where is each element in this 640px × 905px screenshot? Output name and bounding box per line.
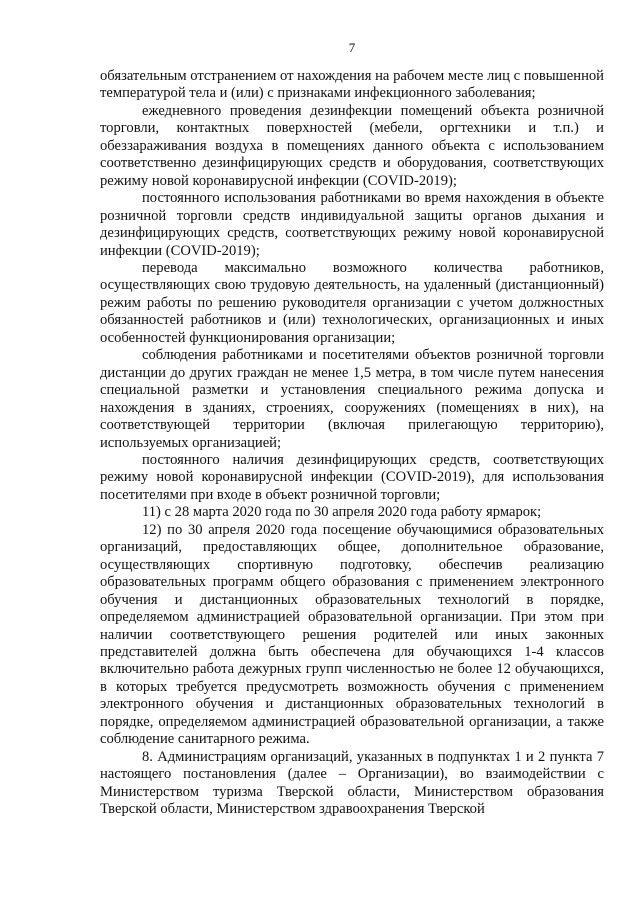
paragraph-sanitizer-availability: постоянного наличия дезинфицирующих средств, соответствующих режиму новой коронавирусной инфекции (COVID-2019), для использования посетителями при входе в объект розничной торговли; (100, 451, 604, 503)
page-number: 7 (348, 40, 356, 55)
paragraph-quarantine-continuation: обязательным отстранением от нахождения на рабочем месте лиц с повышенной температурой тела и (или) с признаками инфекционного заболевания; (100, 68, 604, 102)
paragraph-protective-equipment: постоянного использования работниками во время нахождения в объекте розничной торговли средств индивидуальной защиты органов дыхания и дезинфицирующих средств, соответствующих режиму новой коронавирусной инфекции (COVID-2019); (100, 190, 604, 259)
paragraph-social-distance: соблюдения работниками и посетителями объектов розничной торговли дистанции до других граждан не менее 1,5 метра, в том числе путем нанесения специальной разметки и установления специального режима допуска и нахождения в зданиях, строениях, сооружениях (помещениях в них), на соответствующей территории (включая прилегающую территорию), используемых организацией; (100, 347, 604, 451)
paragraph-remote-work: перевода максимально возможного количества работников, осуществляющих свою трудовую деятельность, на удаленный (дистанционный) режим работы по решению руководителя организации с учетом должностных обязанностей работников и (или) технологических, организационных и иных особенностей функционирования организации; (100, 259, 604, 346)
paragraph-item-12-education: 12) по 30 апреля 2020 года посещение обучающимися образовательных организаций, предоставляющих общее, дополнительное образование, осуществляющих спортивную подготовку, обеспечив реализацию образовательных программ общего образования с применением электронного обучения и дистанционных образовательных технологий в порядке, определяемом администрацией образовательной организации. При этом при наличии соответствующего решения родителей или иных законных представителей должна быть обеспечена для обучающихся 1-4 классов включительно работа дежурных групп численностью не более 12 обучающихся, в которых требуется предусмотреть возможность обучения с применением электронного обучения и дистанционных образовательных технологий в порядке, определяемом администрацией образовательной организации, а также соблюдение санитарного режима. (100, 521, 604, 748)
paragraph-item-11-fairs: 11) с 28 марта 2020 года по 30 апреля 2020 года работу ярмарок; (142, 504, 542, 521)
paragraph-section-8: 8. Администрациям организаций, указанных в подпунктах 1 и 2 пункта 7 настоящего постановления (далее – Организации), во взаимодействии с Министерством туризма Тверской области, Министерством образования Тверской области, Министерством здравоохранения Тверской (100, 748, 604, 818)
paragraph-disinfection: ежедневного проведения дезинфекции помещений объекта розничной торговли, контактных поверхностей (мебели, оргтехники и т.п.) и обеззараживания воздуха в помещениях данного объекта с использованием соответственно дезинфицирующих средств и оборудования, соответствующих режиму новой коронавирусной инфекции (COVID-2019); (100, 102, 604, 189)
